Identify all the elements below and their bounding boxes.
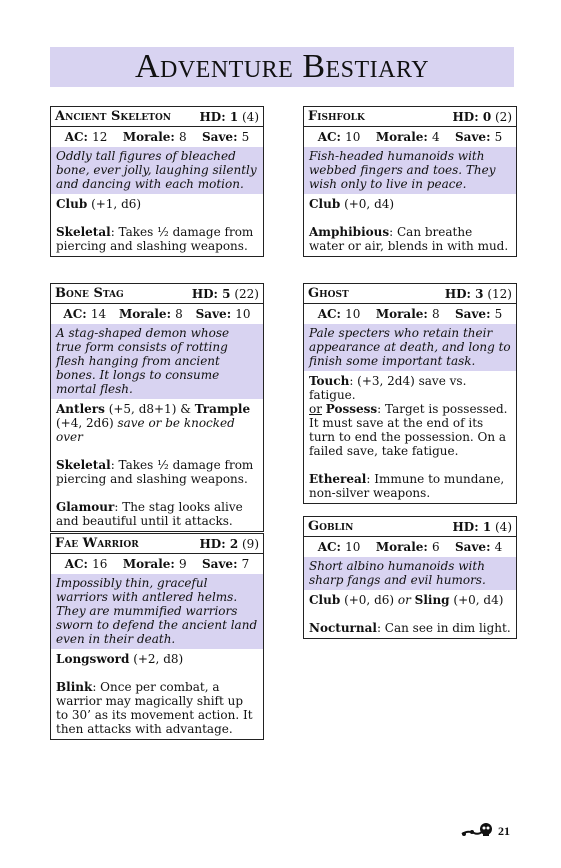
- abilities: [51, 194, 263, 256]
- hit-dice: HD: 3 (12): [444, 287, 512, 301]
- armor-class: AC: 16: [64, 557, 108, 571]
- ability-line-2: Glamour: The stag looks alive and beautiful until it attacks.: [56, 500, 243, 528]
- hit-dice: HD: 2 (9): [199, 537, 259, 551]
- hit-dice: HD: 1 (4): [452, 520, 512, 534]
- creature-card-fishfolk: [303, 106, 517, 257]
- ability-line: Skeletal: Takes ½ damage from piercing and slashing weapons.: [56, 458, 254, 486]
- creature-name: Goblin: [308, 519, 354, 534]
- stat-line: [304, 304, 516, 324]
- attack-line: Club (+0, d4): [309, 197, 395, 211]
- page-title-bar: [50, 47, 514, 87]
- ability-line: Amphibious: Can breathe water or air, blends in with mud.: [309, 225, 509, 253]
- creature-description: Fish-headed humanoids with webbed fingers and toes. They wish only to live in peace.: [304, 147, 516, 194]
- save: Save: 7: [202, 557, 250, 571]
- creature-description: A stag-shaped demon whose true form consists of rotting flesh hanging from ancient bones. It longs to consume mortal flesh.: [51, 324, 263, 399]
- attack-line: Club (+0, d6) or Sling (+0, d4): [309, 593, 504, 607]
- creature-name: Ghost: [308, 286, 349, 301]
- abilities: [51, 399, 263, 531]
- morale: Morale: 4: [375, 130, 440, 144]
- armor-class: AC: 10: [317, 540, 361, 554]
- card-header: [51, 284, 263, 304]
- save: Save: 5: [202, 130, 250, 144]
- hit-dice: HD: 0 (2): [452, 110, 512, 124]
- attack-line: Touch: (+3, 2d4) save vs. fatigue. or Possess: Target is possessed. It must save at the end of its turn to end the possession. On a failed save, take fatigue.: [309, 374, 508, 458]
- morale: Morale: 9: [122, 557, 187, 571]
- card-header: [51, 534, 263, 554]
- morale: Morale: 8: [375, 307, 440, 321]
- attack-line: Longsword (+2, d8): [56, 652, 184, 666]
- creature-card-goblin: [303, 516, 517, 639]
- armor-class: AC: 14: [63, 307, 107, 321]
- ability-line: Ethereal: Immune to mundane, non-silver weapons.: [309, 472, 505, 500]
- card-header: [304, 284, 516, 304]
- abilities: [304, 194, 516, 256]
- save: Save: 4: [455, 540, 503, 554]
- ability-line: Blink: Once per combat, a warrior may magically shift up to 30’ as its movement action. It then attacks with advantage.: [56, 680, 253, 736]
- card-header: [304, 107, 516, 127]
- skull-bones-icon: [460, 820, 496, 838]
- page-number: 21: [498, 824, 510, 838]
- abilities: [304, 371, 516, 503]
- morale: Morale: 6: [375, 540, 440, 554]
- abilities: [304, 590, 516, 638]
- creature-description: Pale specters who retain their appearance at death, and long to finish some important task.: [304, 324, 516, 371]
- morale: Morale: 8: [122, 130, 187, 144]
- stat-line: [51, 304, 263, 324]
- abilities: [51, 649, 263, 739]
- stat-line: [304, 127, 516, 147]
- stat-line: [51, 127, 263, 147]
- morale: Morale: 8: [118, 307, 183, 321]
- save: Save: 5: [455, 130, 503, 144]
- creature-description: Oddly tall figures of bleached bone, ever jolly, laughing silently and dancing with each motion.: [51, 147, 263, 194]
- save: Save: 5: [455, 307, 503, 321]
- hit-dice: HD: 1 (4): [199, 110, 259, 124]
- creature-card-ghost: [303, 283, 517, 504]
- armor-class: AC: 10: [317, 130, 361, 144]
- creature-card-fae-warrior: [50, 533, 264, 740]
- creature-card-bone-stag: [50, 283, 264, 532]
- page-title: Adventure Bestiary: [134, 48, 430, 85]
- ability-line: Skeletal: Takes ½ damage from piercing and slashing weapons.: [56, 225, 254, 253]
- hit-dice: HD: 5 (22): [191, 287, 259, 301]
- stat-line: [304, 537, 516, 557]
- ability-line: Nocturnal: Can see in dim light.: [309, 621, 511, 635]
- card-header: [304, 517, 516, 537]
- creature-card-ancient-skeleton: [50, 106, 264, 257]
- stat-line: [51, 554, 263, 574]
- creature-name: Fae Warrior: [55, 536, 139, 551]
- creature-name: Bone Stag: [55, 286, 124, 301]
- save: Save: 10: [195, 307, 251, 321]
- card-header: [51, 107, 263, 127]
- attack-line: Antlers (+5, d8+1) & Trample (+4, 2d6) save or be knocked over: [56, 402, 251, 444]
- armor-class: AC: 10: [317, 307, 361, 321]
- creature-name: Fishfolk: [308, 109, 365, 124]
- creature-name: Ancient Skeleton: [55, 109, 172, 124]
- attack-line: Club (+1, d6): [56, 197, 142, 211]
- creature-description: Short albino humanoids with sharp fangs and evil humors.: [304, 557, 516, 590]
- armor-class: AC: 12: [64, 130, 108, 144]
- creature-description: Impossibly thin, graceful warriors with antlered helms. They are mummified warriors sworn to defend the ancient land even in their death.: [51, 574, 263, 649]
